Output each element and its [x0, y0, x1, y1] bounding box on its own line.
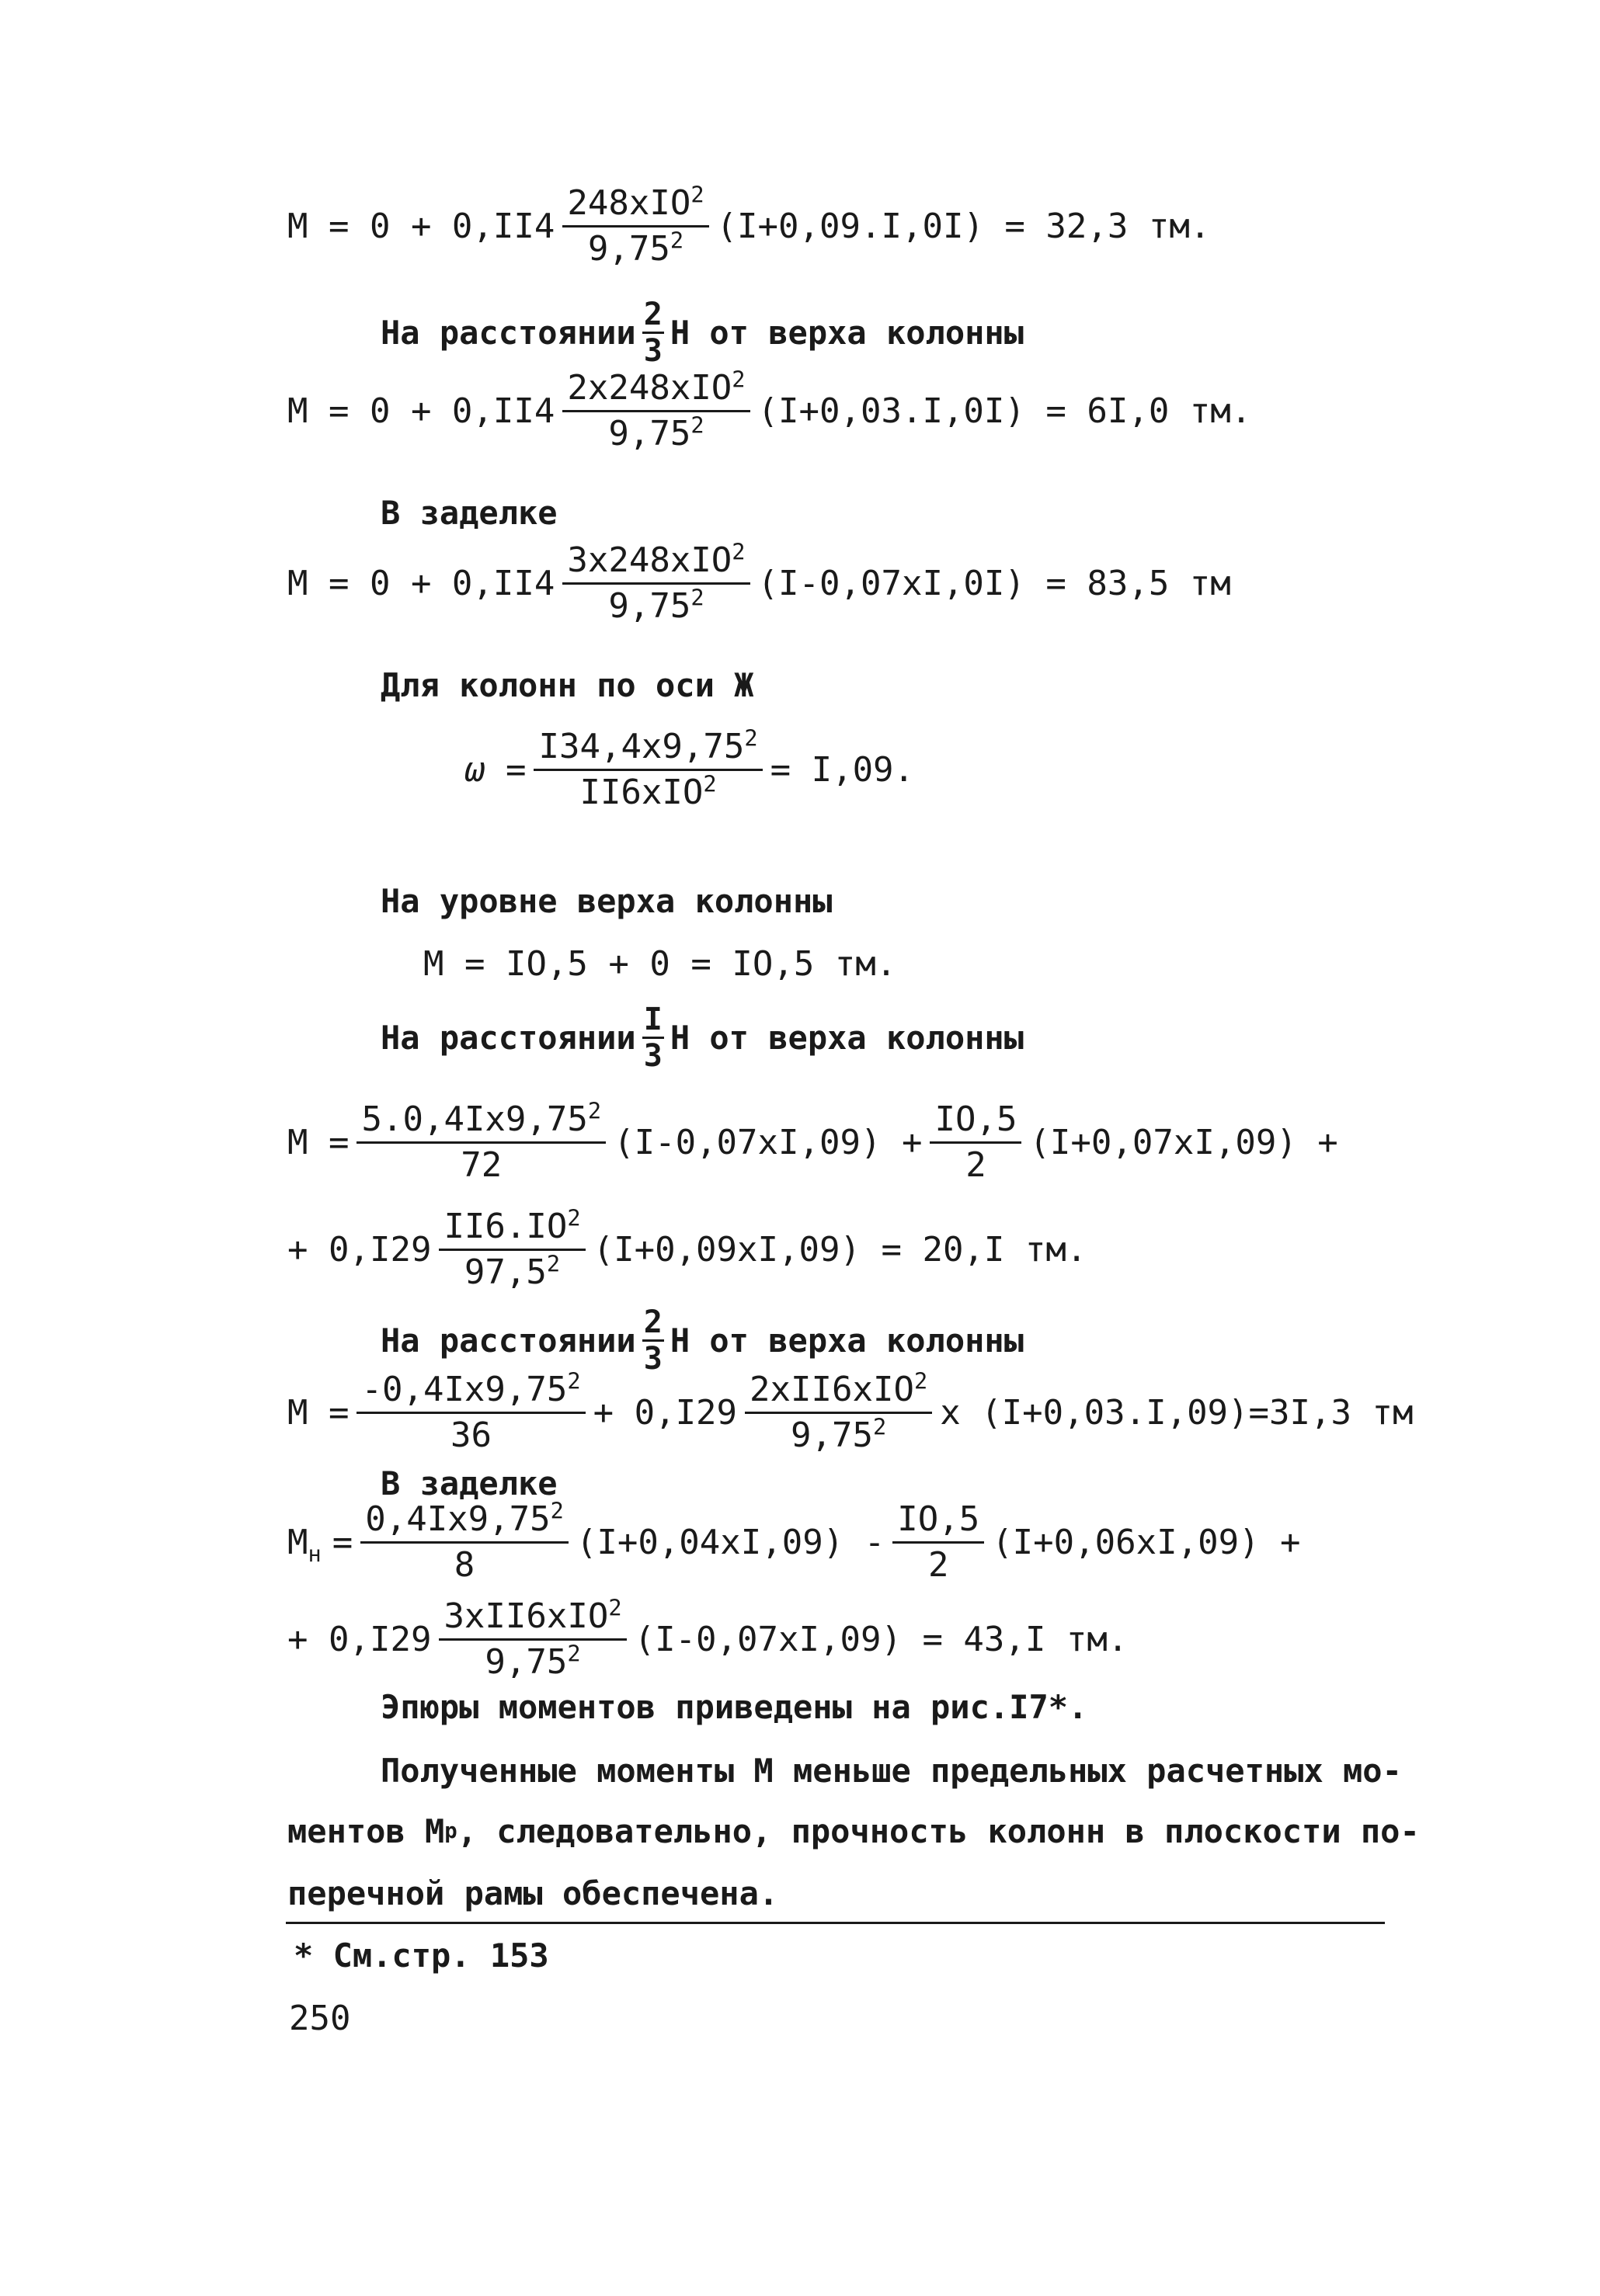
equation-moment-4-cont — [287, 1204, 1087, 1292]
equation-moment-top — [423, 944, 897, 984]
denominator: 3 — [643, 333, 663, 369]
numerator: IO,5 — [930, 1103, 1021, 1144]
denominator: 3 — [643, 1038, 663, 1074]
text: На расстоянии — [381, 1018, 636, 1057]
eq-rhs: (I+0,09xI,09) = 20,I тм. — [593, 1229, 1087, 1270]
text-top-level — [381, 882, 833, 920]
eq-lhs: ω = — [464, 749, 527, 790]
equation-omega — [464, 724, 915, 812]
denominator: 9,75 — [608, 414, 691, 453]
text: Для колонн по оси Ж — [381, 666, 754, 704]
footnote-text: * См.стр. 153 — [294, 1936, 549, 1975]
text: Н от верха колонны — [670, 1321, 1024, 1360]
eq-rhs: (I-0,07xI,09) = 43,I тм. — [634, 1619, 1129, 1659]
text-columns-axis — [381, 666, 754, 704]
numerator: I34,4x9,75 — [538, 727, 745, 766]
numerator: 2 — [643, 1304, 663, 1340]
eq-lhs: M = 0 + 0,II4 — [287, 563, 555, 603]
footnote — [294, 1936, 549, 1975]
text: Н от верха колонны — [670, 313, 1024, 352]
denominator: 9,75 — [587, 229, 670, 269]
equation-moment-3 — [287, 538, 1231, 626]
denominator: 9,75 — [608, 586, 691, 626]
fraction: $\frac{248xIO^2}{9,75^2}$ — [562, 186, 708, 266]
equals: = — [332, 1522, 353, 1562]
fraction: $\frac{5.0,4Ix9,75^2}{72}$ — [357, 1103, 606, 1183]
term: + 0,I29 — [287, 1229, 432, 1270]
text: В заделке — [381, 494, 558, 532]
equation-moment-6-cont — [287, 1594, 1129, 1682]
text: перечной рамы обеспечена. — [287, 1874, 779, 1912]
eq-lhs: M = 0 + 0,II4 — [287, 391, 555, 431]
text: На уровне верха колонны — [381, 882, 833, 920]
numerator: 2xII6xIO — [750, 1370, 914, 1409]
text: На расстоянии — [381, 313, 636, 352]
term: (I+0,04xI,09) - — [576, 1522, 885, 1562]
page-number — [289, 1999, 351, 2038]
footnote-rule — [286, 1922, 1385, 1924]
paragraph-line-3 — [287, 1874, 779, 1912]
term: (I+0,06xI,09) + — [992, 1522, 1301, 1562]
paragraph-line-1 — [381, 1752, 1402, 1790]
numerator: 2x248xIO — [567, 368, 732, 408]
text-in-embedment-b — [381, 1464, 558, 1502]
fraction: $\frac{2xII6xIO^2}{9,75^2}$ — [745, 1373, 932, 1453]
fraction — [930, 1099, 1021, 1185]
numerator: 248xIO — [567, 183, 691, 223]
equation-moment-1 — [287, 181, 1211, 269]
denominator: 3 — [643, 1341, 663, 1377]
eq-rhs: (I+0,03.I,0I) = 6I,0 тм. — [757, 391, 1252, 431]
fraction: $\frac{3xII6xIO^2}{9,75^2}$ — [439, 1600, 626, 1679]
eq-rhs: (I-0,07xI,0I) = 83,5 тм — [757, 563, 1231, 603]
numerator: 5.0,4Ix9,75 — [361, 1099, 588, 1139]
eq-lhs: M = — [287, 1392, 350, 1433]
denominator: 72 — [461, 1145, 503, 1185]
text-distance-1-3 — [381, 1004, 1024, 1072]
equation: M = IO,5 + 0 = IO,5 тм. — [423, 944, 897, 984]
fraction: $\frac{3x248xIO^2}{9,75^2}$ — [562, 544, 750, 623]
term: (I-0,07xI,09) + — [614, 1122, 923, 1162]
fraction — [642, 1304, 664, 1377]
text-diagrams-ref — [381, 1688, 1088, 1726]
term: + 0,I29 — [287, 1619, 432, 1659]
equation-moment-6 — [287, 1497, 1301, 1585]
text: В заделке — [381, 1464, 558, 1502]
fraction — [892, 1499, 984, 1585]
term: (I+0,07xI,09) + — [1029, 1122, 1338, 1162]
fraction — [642, 1004, 664, 1072]
eq-rhs: = I,09. — [770, 749, 915, 790]
text: На расстоянии — [381, 1321, 636, 1360]
denominator: 8 — [454, 1545, 475, 1585]
text-in-embedment — [381, 494, 558, 532]
paragraph-line-2: ментов M р , следовательно, прочность колонн в плоскости по- — [287, 1812, 1420, 1850]
denominator: 97,5 — [464, 1252, 547, 1292]
eq-lhs: M = — [287, 1122, 350, 1162]
eq-rhs: (I+0,09.I,0I) = 32,3 тм. — [716, 206, 1211, 246]
page-number-text: 250 — [289, 1999, 351, 2038]
eq-lhs: $M_н$ — [287, 1522, 322, 1567]
numerator: I — [643, 1002, 663, 1037]
text: Полученные моменты M меньше предельных расчетных мо- — [381, 1752, 1402, 1790]
text: Н от верха колонны — [670, 1018, 1024, 1057]
text-distance-2-3-b — [381, 1304, 1024, 1377]
numerator: II6.IO — [443, 1207, 568, 1246]
text: ментов M — [287, 1812, 445, 1850]
denominator: 2 — [927, 1545, 949, 1585]
fraction: $\frac{I34,4x9,75^2}{II6xIO^2}$ — [534, 730, 762, 810]
denominator: 9,75 — [791, 1415, 873, 1455]
denominator: 36 — [450, 1415, 492, 1455]
numerator: IO,5 — [892, 1502, 984, 1544]
fraction — [642, 297, 664, 369]
denominator: II6xIO — [579, 773, 704, 812]
denominator: 9,75 — [485, 1642, 568, 1682]
equation-moment-4 — [287, 1097, 1338, 1185]
numerator: 2 — [643, 297, 663, 332]
fraction: $\frac{2x248xIO^2}{9,75^2}$ — [562, 371, 750, 451]
text-distance-2-3 — [381, 297, 1024, 369]
equation-moment-5 — [287, 1367, 1414, 1455]
numerator: 3xII6xIO — [443, 1596, 609, 1636]
numerator: 0,4Ix9,75 — [365, 1499, 551, 1539]
term: + 0,I29 — [593, 1392, 738, 1433]
text: Эпюры моментов приведены на рис.I7*. — [381, 1688, 1088, 1726]
numerator: 3x248xIO — [567, 540, 732, 580]
eq-rhs: x (I+0,03.I,09)=3I,3 тм — [940, 1392, 1414, 1433]
fraction: $\frac{II6.IO^2}{97,5^2}$ — [439, 1210, 585, 1290]
equation-moment-2 — [287, 366, 1252, 453]
text: , следовательно, прочность колонн в плоскости по- — [457, 1812, 1420, 1850]
fraction: $\frac{-0,4Ix9,75^2}{36}$ — [357, 1373, 585, 1453]
denominator: 2 — [965, 1145, 986, 1185]
eq-lhs: M = 0 + 0,II4 — [287, 206, 555, 246]
fraction: $\frac{0,4Ix9,75^2}{8}$ — [360, 1502, 569, 1582]
numerator: -0,4Ix9,75 — [361, 1370, 568, 1409]
